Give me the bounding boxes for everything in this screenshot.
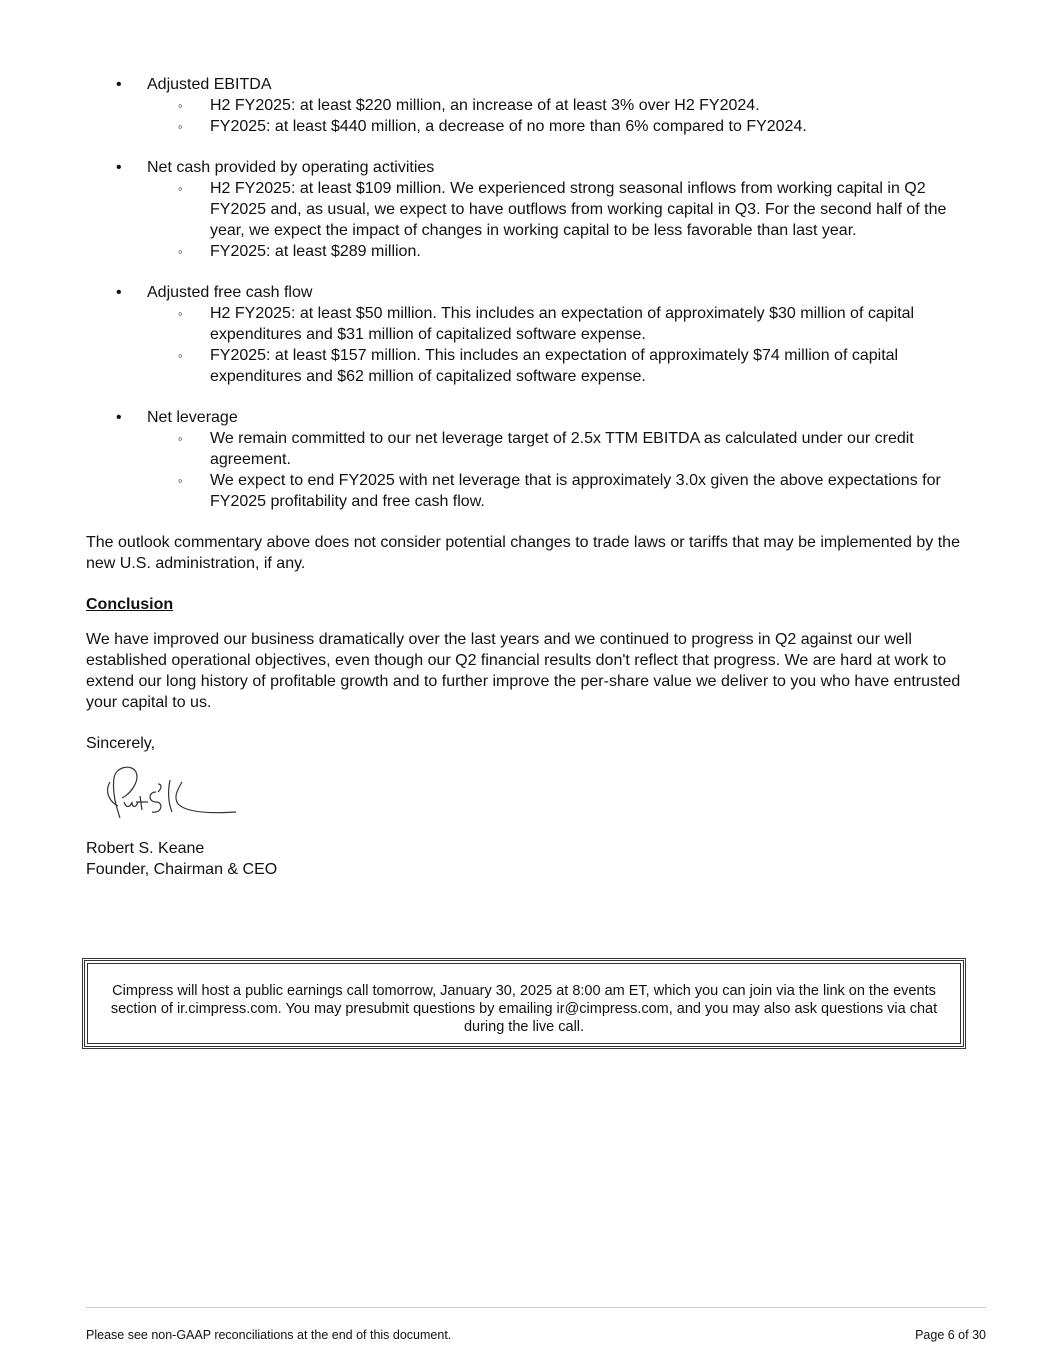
circle-bullet-icon: ◦ — [178, 473, 183, 488]
outlook-subitem: ◦ H2 FY2025: at least $220 million, an increase of at least 3% over H2 FY2024. — [178, 97, 760, 114]
circle-bullet-icon: ◦ — [178, 244, 183, 259]
outlook-subitem: ◦ We expect to end FY2025 with net leverage that is approximately 3.0x given the above expectations for FY2025 profitability and free cash flow. — [178, 472, 941, 510]
outlook-item-net-leverage — [86, 407, 976, 512]
circle-bullet-icon: ◦ — [178, 181, 183, 196]
bullet-icon: • — [116, 409, 122, 426]
outlook-subitem: ◦ FY2025: at least $157 million. This includes an expectation of approximately $74 million of capital expenditures and $62 million of capitalized software expense. — [178, 347, 899, 385]
outlook-note: The outlook commentary above does not consider potential changes to trade laws or tariffs that may be implemented by the new U.S. administration, if any. — [86, 534, 960, 572]
letter-body — [86, 74, 976, 880]
signer-name: Robert S. Keane — [86, 840, 205, 857]
circle-bullet-icon: ◦ — [178, 431, 183, 446]
outlook-label: Net cash provided by operating activities — [147, 159, 435, 176]
conclusion-body: We have improved our business dramatically over the last years and we continued to progress in Q2 against our well established operational objectives, even though our Q2 financial results don't reflect that progress. We are hard at work to extend our long history of profitable growth and to further improve the per-share value we deliver to you who have entrusted your capital to us. — [86, 631, 961, 711]
page-number: Page 6 of 30 — [915, 1328, 986, 1342]
outlook-subitem: ◦ H2 FY2025: at least $109 million. We experienced strong seasonal inflows from working capital in Q2 FY2025 and, as usual, we expect to have outflows from working capital in Q3. For the second half of the year, we expect the impact of changes in working capital to be less favorable than last year. — [178, 180, 947, 239]
earnings-call-callout — [82, 958, 966, 1049]
signature-image — [96, 762, 246, 828]
circle-bullet-icon: ◦ — [178, 306, 183, 321]
bullet-icon: • — [116, 284, 122, 301]
outlook-subitem: ◦ FY2025: at least $289 million. — [178, 243, 421, 260]
footer-divider — [86, 1307, 986, 1308]
bullet-icon: • — [116, 159, 122, 176]
outlook-subitem: ◦ We remain committed to our net leverage target of 2.5x TTM EBITDA as calculated under our credit agreement. — [178, 430, 914, 468]
outlook-item-adjusted-ebitda — [86, 74, 976, 137]
outlook-label: Adjusted free cash flow — [147, 284, 313, 301]
outlook-item-operating-cash — [86, 157, 976, 262]
outlook-subitem: ◦ H2 FY2025: at least $50 million. This includes an expectation of approximately $30 million of capital expenditures and $31 million of capitalized software expense. — [178, 305, 915, 343]
outlook-subitem: ◦ FY2025: at least $440 million, a decrease of no more than 6% compared to FY2024. — [178, 118, 807, 135]
outlook-item-free-cash-flow — [86, 282, 976, 387]
circle-bullet-icon: ◦ — [178, 348, 183, 363]
callout-text: Cimpress will host a public earnings call tomorrow, January 30, 2025 at 8:00 am ET, which you can join via the link on the events section of ir.cimpress.com. You may presubmit questions by emailing ir@cimpress.com, and you may also ask questions via chat during the live call. — [110, 983, 938, 1035]
signer-title: Founder, Chairman & CEO — [86, 861, 278, 878]
footer-note: Please see non-GAAP reconciliations at the end of this document. — [86, 1328, 452, 1342]
circle-bullet-icon: ◦ — [178, 98, 183, 113]
bullet-icon: • — [116, 76, 122, 93]
conclusion-heading: Conclusion — [86, 596, 174, 613]
outlook-list — [86, 74, 976, 512]
circle-bullet-icon: ◦ — [178, 119, 183, 134]
outlook-label: Adjusted EBITDA — [147, 76, 272, 93]
outlook-label: Net leverage — [147, 409, 238, 426]
closing: Sincerely, — [86, 735, 156, 752]
